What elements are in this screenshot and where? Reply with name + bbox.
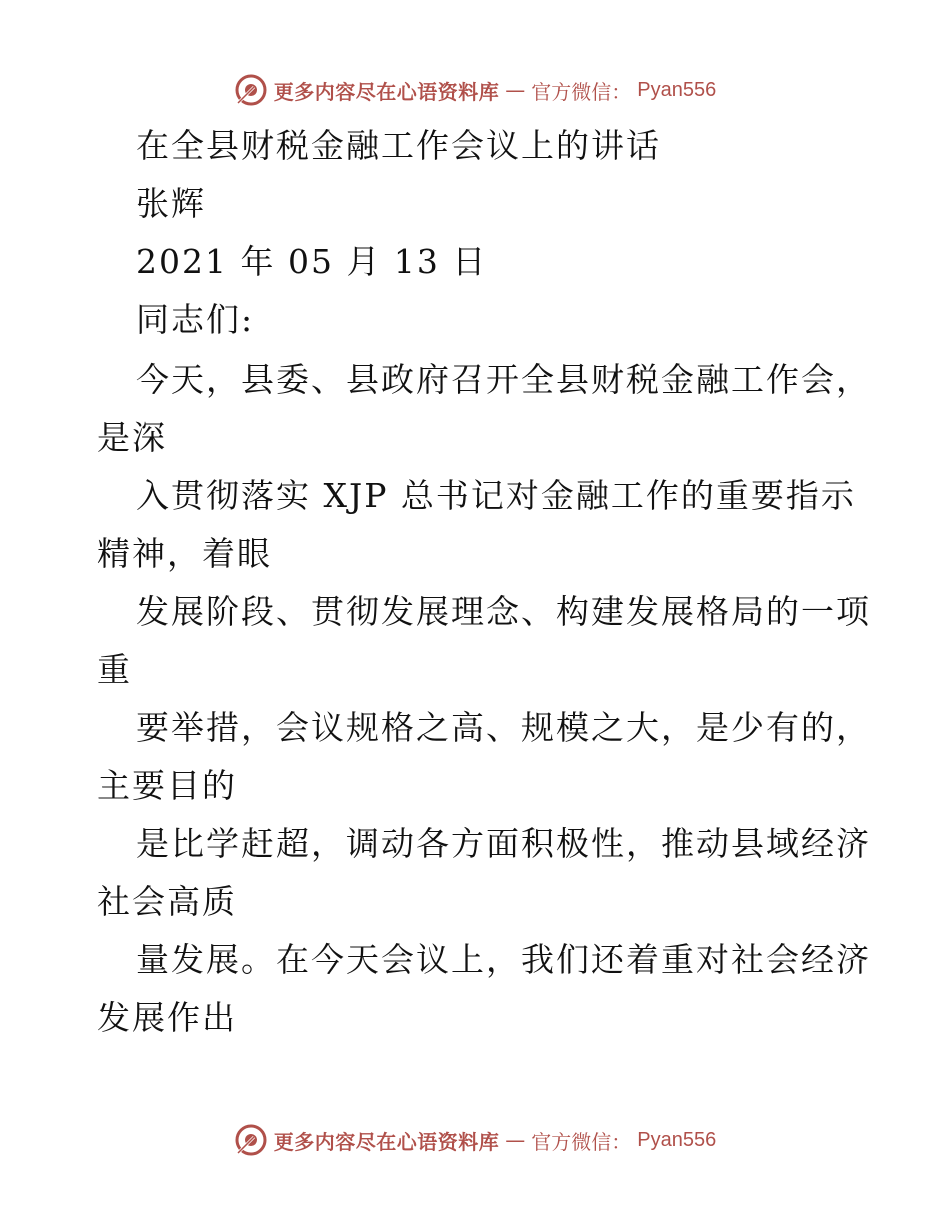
pen-logo-icon bbox=[234, 73, 268, 107]
banner-separator: — bbox=[505, 1128, 526, 1152]
paragraph-line: 要举措，会议规格之高、规模之大，是少有的， bbox=[136, 708, 871, 747]
paragraph-line: 发展作出 bbox=[97, 998, 237, 1037]
paragraph-line: 入贯彻落实 XJP 总书记对金融工作的重要指示 bbox=[136, 476, 856, 515]
banner-wechat-id: Pyan556 bbox=[637, 1128, 717, 1151]
banner-separator: — bbox=[505, 78, 526, 102]
paragraph-line: 主要目的 bbox=[97, 766, 237, 805]
paragraph-line: 精神，着眼 bbox=[97, 534, 272, 573]
header-watermark-banner bbox=[0, 70, 950, 110]
banner-text: 更多内容尽在心语资料库 bbox=[273, 79, 500, 104]
paragraph-line: 重 bbox=[97, 650, 132, 689]
document-salutation: 同志们: bbox=[136, 300, 255, 339]
paragraph-line: 是深 bbox=[97, 418, 167, 457]
paragraph-line: 发展阶段、贯彻发展理念、构建发展格局的一项 bbox=[136, 592, 871, 631]
document-title: 在全县财税金融工作会议上的讲话 bbox=[136, 126, 661, 165]
banner-text: 更多内容尽在心语资料库 bbox=[273, 1129, 500, 1154]
paragraph-line: 今天，县委、县政府召开全县财税金融工作会， bbox=[136, 360, 871, 399]
paragraph-line: 社会高质 bbox=[97, 882, 237, 921]
pen-logo-icon bbox=[234, 1123, 268, 1157]
document-date: 2021 年 05 月 13 日 bbox=[136, 242, 488, 281]
banner-wechat-label: 官方微信： bbox=[531, 79, 632, 104]
banner-wechat-label: 官方微信： bbox=[531, 1129, 632, 1154]
footer-watermark-banner bbox=[0, 1120, 950, 1160]
banner-wechat-id: Pyan556 bbox=[637, 78, 717, 101]
paragraph-line: 是比学赶超，调动各方面积极性，推动县域经济 bbox=[136, 824, 871, 863]
document-author: 张辉 bbox=[136, 184, 206, 223]
paragraph-line: 量发展。在今天会议上，我们还着重对社会经济 bbox=[136, 940, 871, 979]
